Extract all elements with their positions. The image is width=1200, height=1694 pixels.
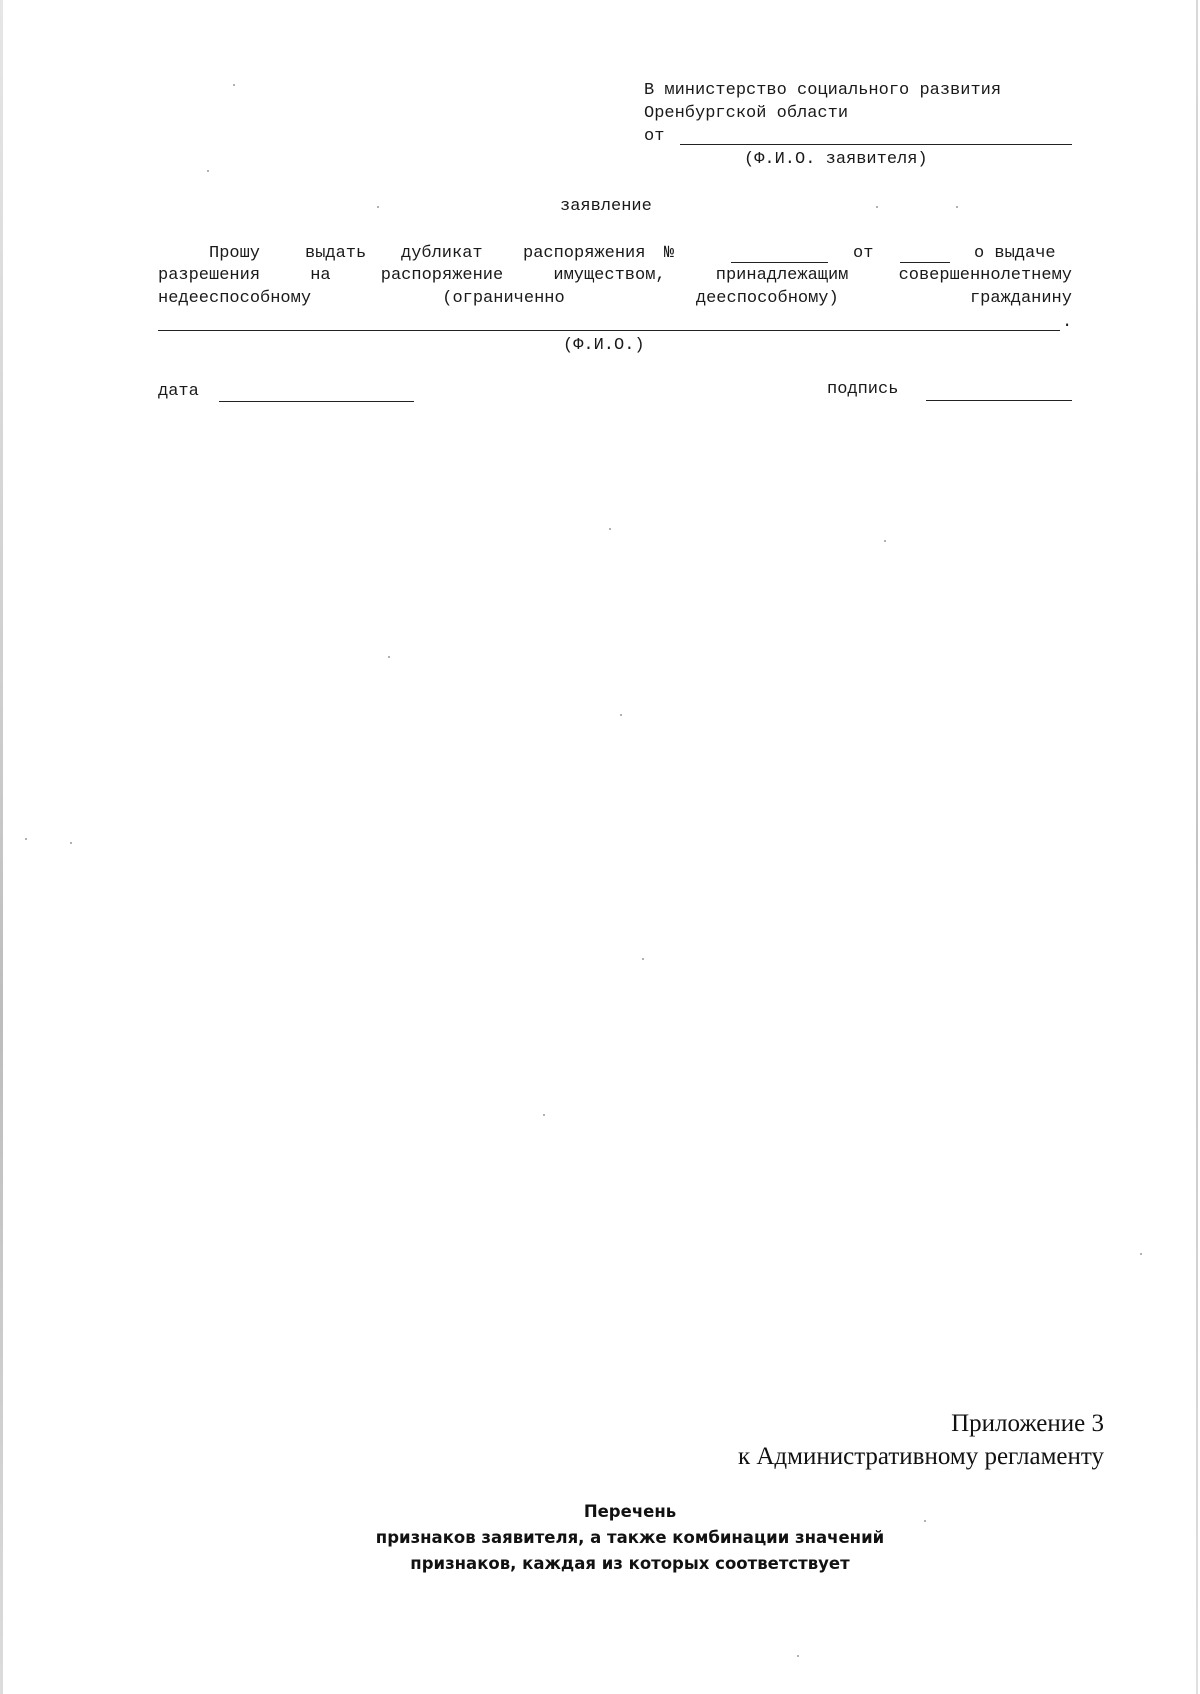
scan-speck (956, 206, 958, 208)
body-word: о выдаче (974, 244, 1056, 263)
signature-line (926, 400, 1072, 401)
scan-speck (797, 1655, 799, 1657)
body-word: Прошу (209, 244, 261, 263)
body-word: распоряжения (523, 244, 646, 263)
scan-speck (543, 1114, 545, 1116)
scan-speck (884, 540, 886, 542)
applicant-name-line (680, 144, 1072, 145)
scan-speck (388, 656, 390, 658)
scan-speck (25, 838, 27, 840)
end-period: . (1062, 313, 1073, 332)
applicant-fio-caption: (Ф.И.О. заявителя) (744, 150, 928, 169)
body-word: на (310, 266, 331, 285)
scan-edge-left (0, 0, 3, 1694)
body-word: распоряжение (380, 266, 504, 285)
list-title: Перечень (583, 1502, 677, 1521)
scan-speck (642, 958, 644, 960)
document-title: заявление (560, 197, 652, 216)
date-line (219, 401, 414, 402)
order-number-line (731, 262, 828, 263)
scan-speck (924, 1520, 926, 1522)
body-word: имуществом, (553, 266, 666, 285)
scan-edge-right (1196, 0, 1198, 1694)
appendix-number: Приложение 3 (951, 1410, 1104, 1437)
recipient-line-2: Оренбургской области (644, 104, 849, 123)
list-subtitle-1: признаков заявителя, а также комбинации значений (375, 1528, 885, 1547)
body-word: (ограниченно (442, 289, 565, 308)
order-date-line (900, 262, 950, 263)
scan-speck (233, 84, 235, 86)
signature-label: подпись (827, 380, 899, 399)
number-sign: № (664, 244, 675, 263)
citizen-name-line (158, 330, 1060, 331)
appendix-reference: к Административному регламенту (737, 1443, 1104, 1470)
body-word: от (853, 244, 874, 263)
body-word: дееспособному) (695, 289, 839, 308)
body-word: дубликат (401, 244, 483, 263)
scan-speck (207, 170, 209, 172)
body-word: совершеннолетнему (898, 266, 1072, 285)
scan-speck (70, 842, 72, 844)
citizen-fio-caption: (Ф.И.О.) (563, 336, 645, 355)
body-word: разрешения (158, 266, 261, 285)
list-subtitle-2: признаков, каждая из которых соответствует (410, 1554, 850, 1573)
body-word: гражданину (969, 289, 1072, 308)
body-word: выдать (305, 244, 367, 263)
recipient-line-1: В министерство социального развития (644, 81, 1002, 100)
scan-speck (1140, 1253, 1142, 1255)
date-label: дата (158, 382, 199, 401)
scan-speck (377, 206, 379, 208)
body-line-3 (158, 288, 1072, 310)
scan-speck (620, 714, 622, 716)
body-word: недееспособному (158, 289, 312, 308)
body-word: принадлежащим (715, 266, 849, 285)
body-line-2 (158, 265, 1072, 287)
scan-speck (876, 206, 878, 208)
from-label: от (644, 127, 665, 146)
list-title-block (300, 1499, 960, 1577)
scan-speck (609, 528, 611, 530)
